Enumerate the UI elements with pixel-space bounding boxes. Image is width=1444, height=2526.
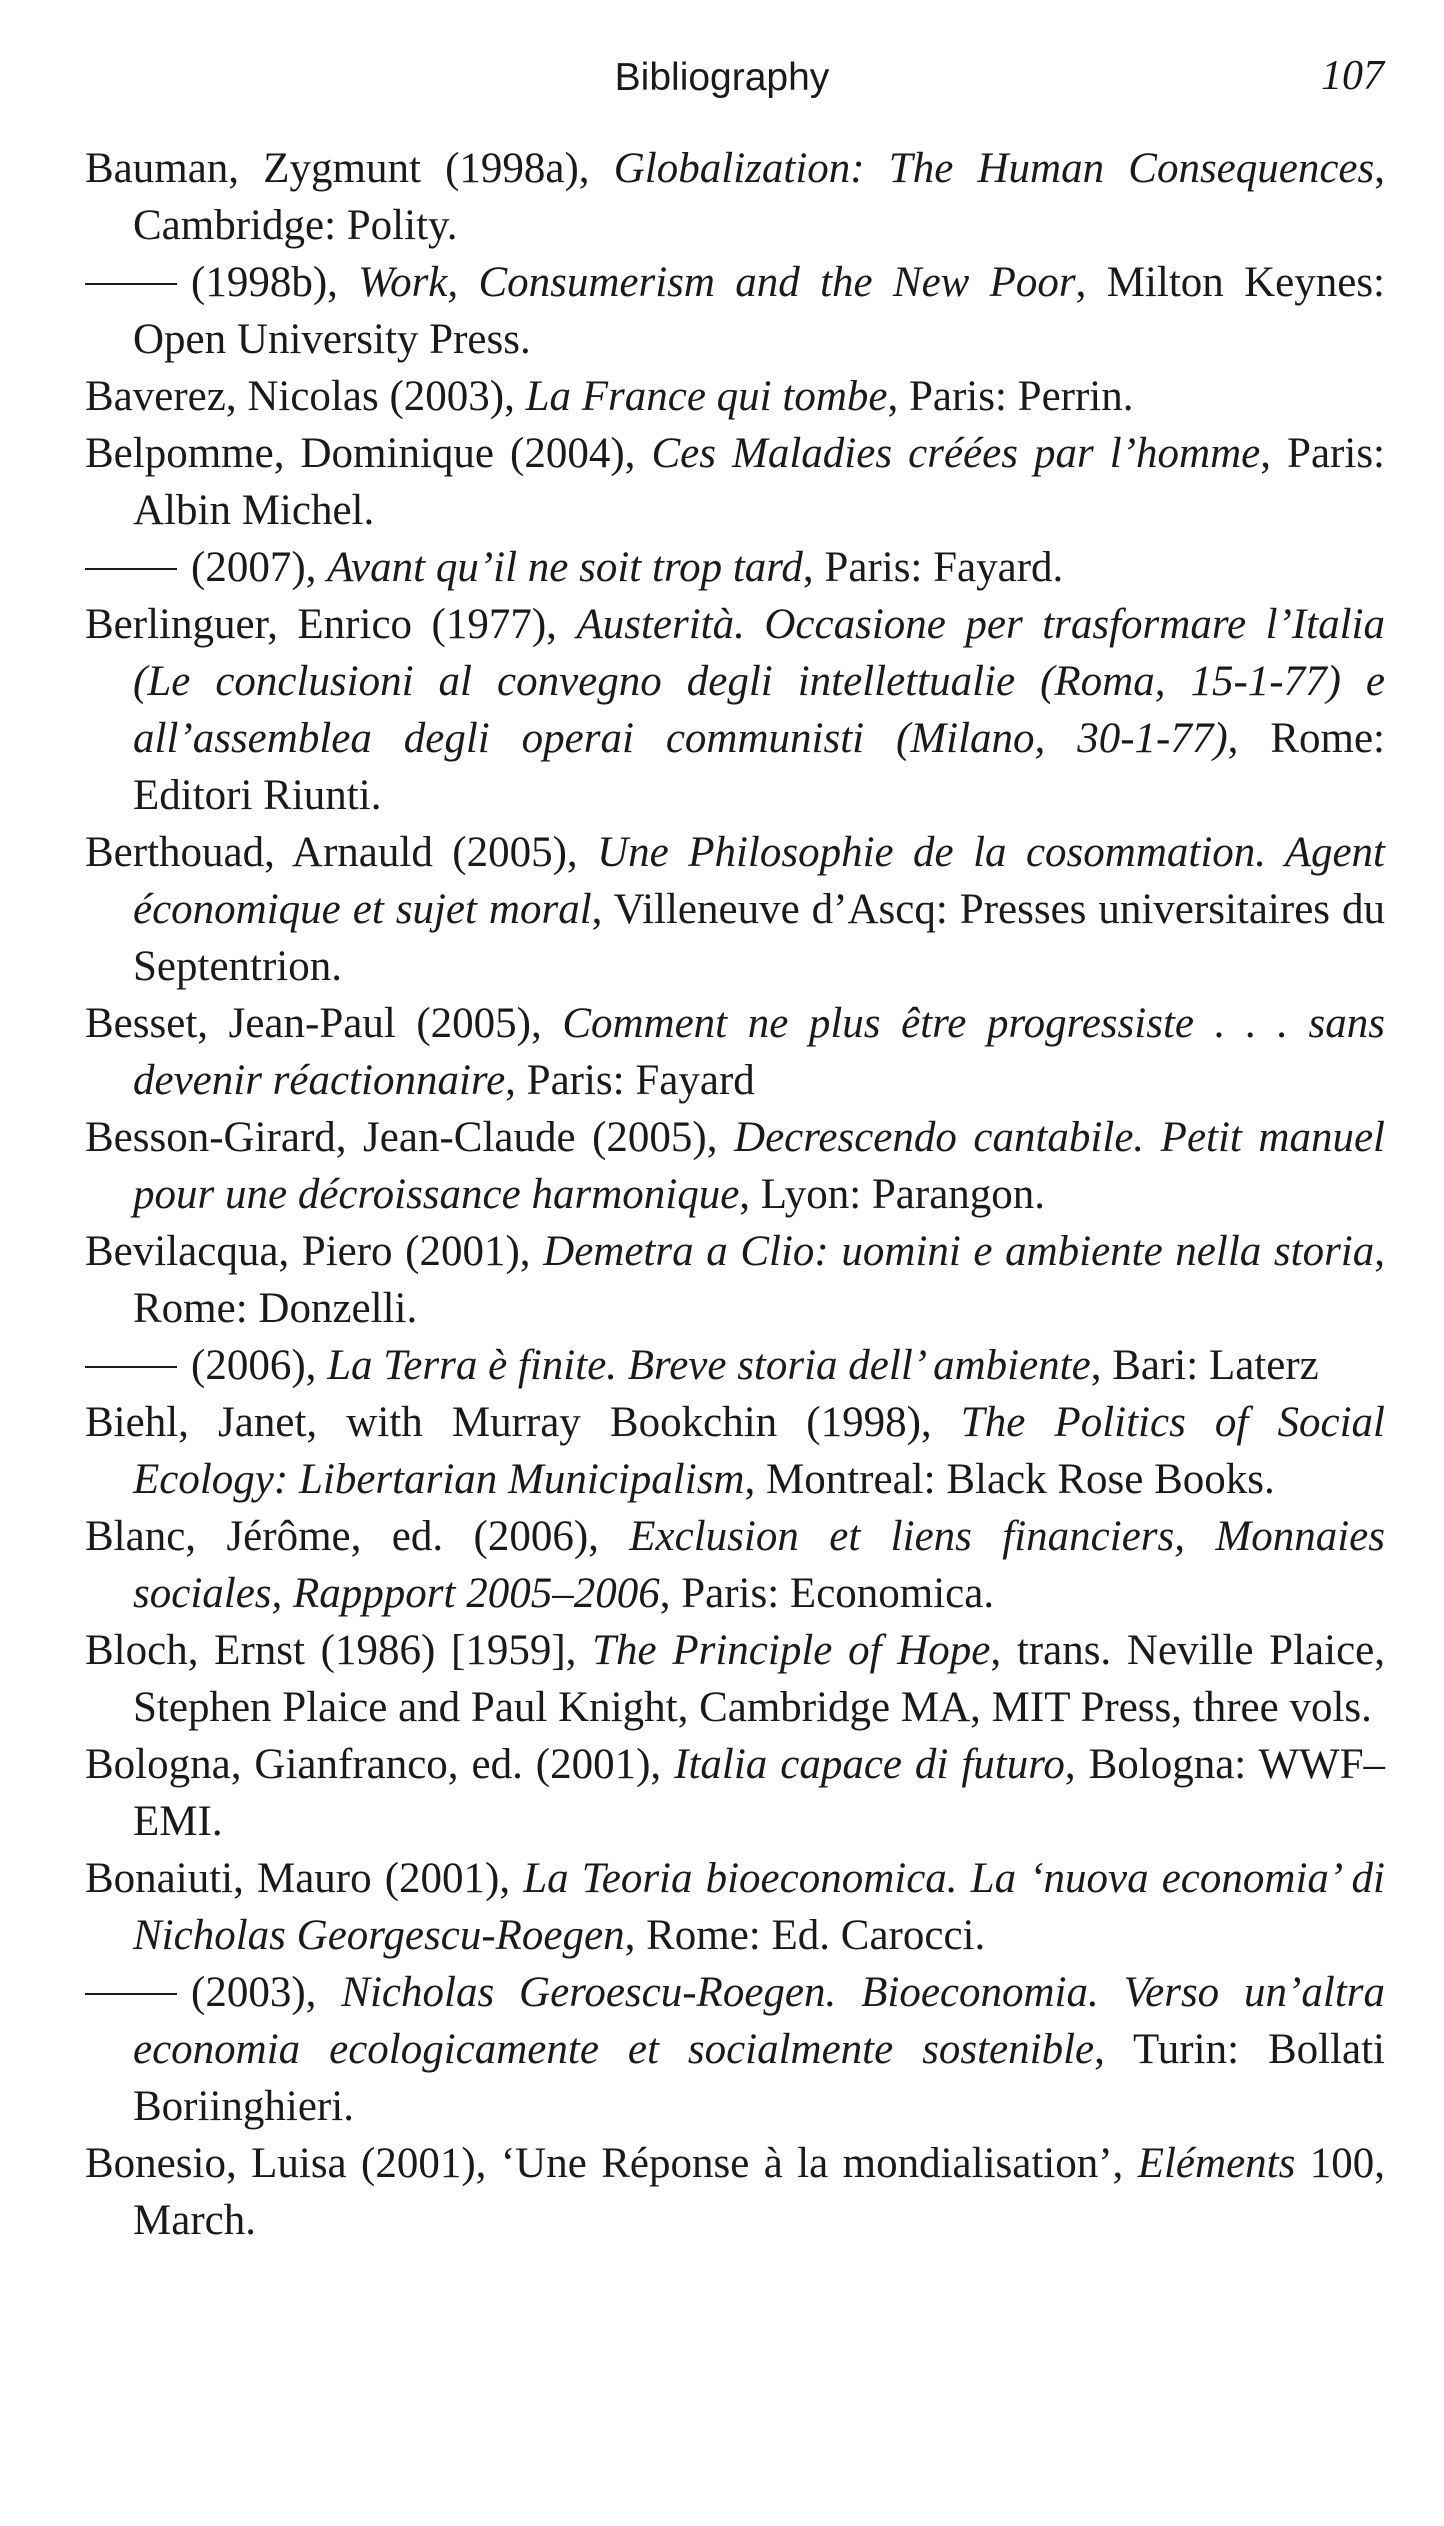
bib-entry: (2006), La Terra è finite. Breve storia dell’ ambiente, Bari: Laterz xyxy=(85,1337,1385,1394)
bib-entry: Bauman, Zygmunt (1998a), Globalization: The Human Consequences, Cambridge: Polity. xyxy=(85,145,1385,249)
ditto-rule xyxy=(85,1366,177,1368)
bib-entry: Besson-Girard, Jean-Claude (2005), Decrescendo cantabile. Petit manuel pour une décroissance harmonique, Lyon: Parangon. xyxy=(85,1114,1385,1218)
bib-entry: Belpomme, Dominique (2004), Ces Maladies créées par l’homme, Paris: Albin Michel. xyxy=(85,430,1386,534)
ditto-rule xyxy=(85,568,177,570)
ditto-rule xyxy=(85,283,177,285)
bibliography-list xyxy=(85,140,1385,2249)
ditto-rule xyxy=(85,1993,177,1995)
running-head: Bibliography xyxy=(614,56,830,99)
bib-entry: Besset, Jean-Paul (2005), Comment ne plus être progressiste . . . sans devenir réactionnaire, Paris: Fayard xyxy=(85,1000,1386,1104)
bib-entry: Berthouad, Arnauld (2005), Une Philosophie de la cosommation. Agent économique et sujet moral, Villeneuve d’Ascq: Presses universitaires du Septentrion. xyxy=(85,829,1385,990)
bib-entry: Bonaiuti, Mauro (2001), La Teoria bioeconomica. La ‘nuova economia’ di Nicholas Georgescu-Roegen, Rome: Ed. Carocci. xyxy=(85,1855,1386,1959)
page-header xyxy=(0,52,1444,112)
bib-entry: Bonesio, Luisa (2001), ‘Une Réponse à la mondialisation’, Eléments 100, March. xyxy=(85,2140,1386,2244)
bib-entry: Baverez, Nicolas (2003), La France qui tombe, Paris: Perrin. xyxy=(85,373,1134,420)
page-number: 107 xyxy=(1321,53,1384,99)
bib-entry: Berlinguer, Enrico (1977), Austerità. Occasione per trasformare l’Italia (Le conclusioni al convegno degli intellettualie (Roma, 15-1-77) e all’assemblea degli operai communisti (Milano, 30-1-77), Rome: Editori Riunti. xyxy=(85,601,1385,819)
bib-entry: Bevilacqua, Piero (2001), Demetra a Clio: uomini e ambiente nella storia, Rome: Donzelli. xyxy=(85,1228,1386,1332)
bib-entry: Bologna, Gianfranco, ed. (2001), Italia capace di futuro, Bologna: WWF–EMI. xyxy=(85,1741,1385,1845)
bib-entry: Biehl, Janet, with Murray Bookchin (1998), The Politics of Social Ecology: Libertarian Municipalism, Montreal: Black Rose Books. xyxy=(85,1399,1385,1503)
bib-entry: Bloch, Ernst (1986) [1959], The Principle of Hope, trans. Neville Plaice, Stephen Plaice and Paul Knight, Cambridge MA, MIT Press, three vols. xyxy=(85,1627,1385,1731)
bib-entry: (1998b), Work, Consumerism and the New Poor, Milton Keynes: Open University Press. xyxy=(85,254,1385,368)
bib-entry: Blanc, Jérôme, ed. (2006), Exclusion et liens financiers, Monnaies sociales, Rappport 2005–2006, Paris: Economica. xyxy=(85,1513,1385,1617)
bib-entry: (2003), Nicholas Geroescu-Roegen. Bioeconomia. Verso un’altra economia ecologicamente et socialmente sostenible, Turin: Bollati Boriinghieri. xyxy=(85,1964,1385,2135)
bib-entry: (2007), Avant qu’il ne soit trop tard, Paris: Fayard. xyxy=(85,539,1385,596)
